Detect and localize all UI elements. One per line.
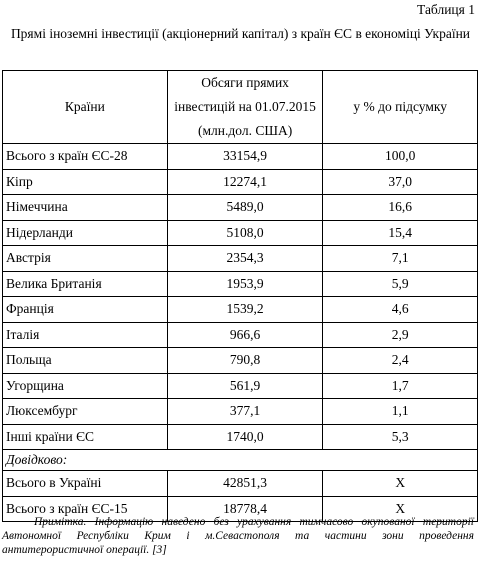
cell-percent: 16,6	[323, 195, 478, 221]
table-row	[3, 271, 478, 297]
table-row	[3, 220, 478, 246]
cell-percent: 100,0	[323, 144, 478, 170]
table-row	[3, 424, 478, 450]
cell-country: Люксембург	[3, 399, 168, 425]
cell-volume: 790,8	[167, 348, 323, 374]
table-row	[3, 322, 478, 348]
cell-country: Всього з країн ЄС-15	[3, 496, 168, 522]
cell-volume: 561,9	[167, 373, 323, 399]
reference-label: Довідково:	[3, 450, 478, 471]
cell-percent: Х	[323, 471, 478, 497]
investment-table	[2, 70, 478, 522]
cell-percent: 5,3	[323, 424, 478, 450]
cell-percent: 4,6	[323, 297, 478, 323]
cell-percent: 1,1	[323, 399, 478, 425]
table-row	[3, 195, 478, 221]
cell-volume: 1740,0	[167, 424, 323, 450]
cell-volume: 5108,0	[167, 220, 323, 246]
cell-country: Угорщина	[3, 373, 168, 399]
table-caption: Прямі іноземні інвестиції (акціонерний капітал) з країн ЄС в економіці України	[10, 26, 471, 41]
table-row	[3, 169, 478, 195]
cell-volume: 12274,1	[167, 169, 323, 195]
table-header-row	[3, 71, 478, 144]
cell-volume: 1539,2	[167, 297, 323, 323]
footnote: Примітка. Інформацію наведено без урахування тимчасово окупованої території Автономної Республіки Крим і м.Севастополя та частини зони проведення антитерористичної операції. [3]	[2, 516, 474, 556]
cell-percent: 15,4	[323, 220, 478, 246]
cell-volume: 5489,0	[167, 195, 323, 221]
cell-volume: 1953,9	[167, 271, 323, 297]
cell-percent: 1,7	[323, 373, 478, 399]
header-percent: у % до підсумку	[323, 71, 478, 144]
table-row	[3, 373, 478, 399]
table-row	[3, 246, 478, 272]
cell-country: Польща	[3, 348, 168, 374]
cell-volume: 377,1	[167, 399, 323, 425]
table-row	[3, 297, 478, 323]
cell-country: Інші країни ЄС	[3, 424, 168, 450]
header-country: Країни	[3, 71, 168, 144]
cell-country: Італія	[3, 322, 168, 348]
cell-percent: 2,9	[323, 322, 478, 348]
cell-percent: 2,4	[323, 348, 478, 374]
reference-label-row	[3, 450, 478, 471]
cell-country: Нідерланди	[3, 220, 168, 246]
cell-volume: 33154,9	[167, 144, 323, 170]
cell-country: Кіпр	[3, 169, 168, 195]
table-number: Таблиця 1	[417, 2, 475, 17]
cell-percent: 5,9	[323, 271, 478, 297]
cell-percent: 7,1	[323, 246, 478, 272]
cell-volume: 2354,3	[167, 246, 323, 272]
cell-country: Всього з країн ЄС-28	[3, 144, 168, 170]
table-row	[3, 348, 478, 374]
cell-country: Велика Британія	[3, 271, 168, 297]
cell-country: Австрія	[3, 246, 168, 272]
cell-percent: Х	[323, 496, 478, 522]
table-body	[3, 144, 478, 522]
header-volume: Обсяги прямих інвестицій на 01.07.2015 (млн.дол. США)	[167, 71, 323, 144]
cell-volume: 966,6	[167, 322, 323, 348]
table-row	[3, 399, 478, 425]
cell-country: Франція	[3, 297, 168, 323]
table-row	[3, 144, 478, 170]
cell-country: Німеччина	[3, 195, 168, 221]
cell-volume: 42851,3	[167, 471, 323, 497]
reference-row	[3, 471, 478, 497]
cell-country: Всього в Україні	[3, 471, 168, 497]
cell-volume: 18778,4	[167, 496, 323, 522]
cell-percent: 37,0	[323, 169, 478, 195]
